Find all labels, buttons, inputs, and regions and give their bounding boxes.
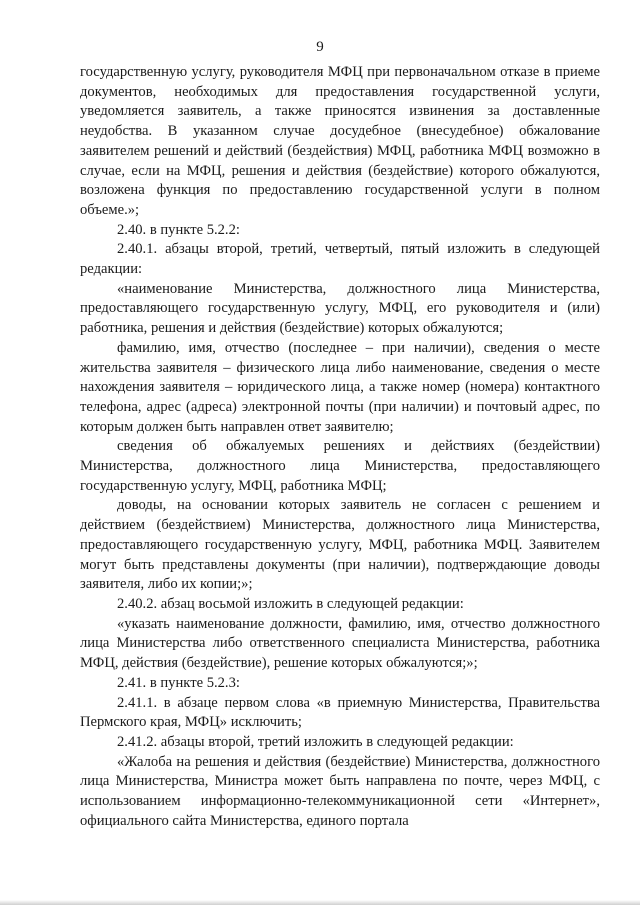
scan-edge-shadow <box>0 900 640 905</box>
page-number: 9 <box>316 39 324 55</box>
paragraph-quote-naimenovanie: «наименование Министерства, должностного лица Министерства, предоставляющего государственную услугу, МФЦ, его руководителя и (или) работника, решения и действия (бездействие) которых обжалуются; <box>80 280 600 337</box>
paragraph-continuation: государственную услугу, руководителя МФЦ при первоначальном отказе в приеме документов, необходимых для предоставления государственной услуги, уведомляется заявитель, а также приносятся извинения за доставленные неудобства. В указанном случае досудебное (внесудебное) обжалование заявителем решений и действий (бездействия) МФЦ, работника МФЦ возможно в случае, если на МФЦ, решения и действия (бездействие) которого обжалуются, возложена функция по предоставлению государственной услуги в полном объеме.»; <box>80 64 600 218</box>
paragraph-quote-familiyu: фамилию, имя, отчество (последнее – при наличии), сведения о месте жительства заявителя – физического лица либо наименование, сведения о месте нахождения заявителя – юридического лица, а также номер (номера) контактного телефона, адрес (адреса) электронной почты (при наличии) и почтовый адрес, по которым должен быть направлен ответ заявителю; <box>80 339 600 435</box>
paragraph-item-2-41-2: 2.41.2. абзацы второй, третий изложить в следующей редакции: <box>117 733 514 750</box>
paragraph-item-2-40-2: 2.40.2. абзац восьмой изложить в следующей редакции: <box>117 595 464 612</box>
paragraph-item-2-40: 2.40. в пункте 5.2.2: <box>117 221 240 238</box>
paragraph-item-2-41: 2.41. в пункте 5.2.3: <box>117 674 240 691</box>
paragraph-item-2-41-1: 2.41.1. в абзаце первом слова «в приемную Министерства, Правительства Пермского края, МФЦ» исключить; <box>80 694 600 731</box>
paragraph-quote-dovody: доводы, на основании которых заявитель не согласен с решением и действием (бездействием) Министерства, должностного лица Министерства, предоставляющего государственную услугу, МФЦ, работника МФЦ. Заявителем могут быть представлены документы (при наличии), подтверждающие доводы заявителя, либо их копии;»; <box>80 497 600 593</box>
paragraph-quote-ukazat: «указать наименование должности, фамилию, имя, отчество должностного лица Министерства либо ответственного специалиста Министерства, работника МФЦ, действия (бездействие), решение которых обжалуются;»; <box>80 615 600 672</box>
paragraph-quote-svedeniya: сведения об обжалуемых решениях и действиях (бездействии) Министерства, должностного лица Министерства, предоставляющего государственную услугу, МФЦ, работника МФЦ; <box>80 438 600 494</box>
document-body <box>80 63 600 831</box>
paragraph-item-2-40-1: 2.40.1. абзацы второй, третий, четвертый, пятый изложить в следующей редакции: <box>80 241 600 278</box>
paragraph-quote-zhaloba: «Жалоба на решения и действия (бездействие) Министерства, должностного лица Министерства, Министра может быть направлена по почте, через МФЦ, с использованием информационно-телекоммуникационной сети «Интернет», официального сайта Министерства, единого портала <box>80 753 600 829</box>
